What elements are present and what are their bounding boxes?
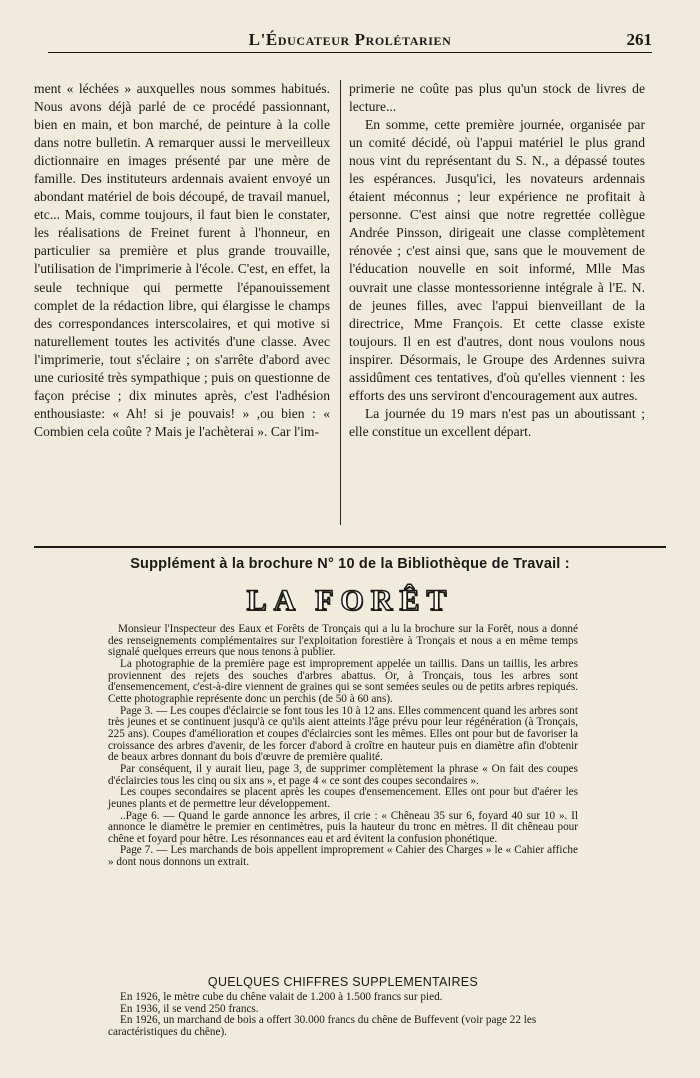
supplement-paragraph: Par conséquent, il y aurait lieu, page 3, de supprimer complètement la phrase « On fait des coupes d'éclaircies tous les cinq ou six ans », et page 4 « ce sont des coupes secondaires ». (108, 762, 578, 787)
supplement-body (108, 624, 578, 869)
supplement-paragraph: La photographie de la première page est improprement appelée un taillis. Dans un taillis, les arbres proviennent des rejets des souches d'arbres abattus. Or, à Tronçais, tous les arbres sont d'ensemencement, c'est-à-dire viennent de graines qui se sont semées seules ou de petits arbres repiqués. Cette photographie représente donc un perchis (de 50 à 60 ans). (108, 657, 578, 705)
page-number: 261 (626, 30, 652, 49)
two-column-article (34, 80, 660, 530)
column-divider (340, 80, 341, 525)
header-rule (48, 52, 652, 53)
supplement-title: LA FORÊT (246, 584, 454, 617)
running-header (48, 24, 652, 50)
figure-line: En 1926, un marchand de bois a offert 30.000 francs du chêne de Buffevent (voir page 22 les caractéristiques du chêne). (108, 1014, 537, 1039)
supplement-paragraph: ..Page 6. — Quand le garde annonce les arbres, il crie : « Chêneau 35 sur 6, foyard 40 sur 10 ». Il annonce le diamètre le premier en centimètres, puis la hauteur du tronc en mètres. Il dit chêneau pour chêne et foyard pour hêtre. Les résonnances eau et ard évitent la confusion phonétique. (108, 809, 578, 845)
figure-line: En 1936, il se vend 250 francs. (120, 1002, 259, 1015)
right-paragraph: La journée du 19 mars n'est pas un aboutissant ; elle constitue un excellent départ. (349, 405, 645, 439)
figures-heading: QUELQUES CHIFFRES SUPPLEMENTAIRES (207, 975, 479, 989)
journal-title: L'Éducateur Prolétarien (248, 30, 452, 49)
supplement-paragraph: Monsieur l'Inspecteur des Eaux et Forêts de Tronçais qui a lu la brochure sur la Forêt, nous a donné des renseignements complémentaires sur l'exploitation forestière à Tronçais et nous a en même temps signalé quelques erreurs que nous tenons à publier. (108, 623, 578, 659)
supplement-heading: Supplément à la brochure N° 10 de la Bibliothèque de Travail : (130, 556, 570, 572)
right-column (349, 80, 645, 530)
left-column (34, 80, 330, 530)
supplement-paragraph: Les coupes secondaires se placent après les coupes d'ensemencement. Elles ont pour but d'aérer les jeunes plants et de permettre leur développement. (108, 786, 578, 810)
left-paragraph: ment « léchées » auxquelles nous sommes habitués. Nous avons déjà parlé de ce procédé passionnant, bien en main, et bon marché, de peinture à la colle dans notre bulletin. A remarquer aussi le merveilleux dictionnaire en images présenté par une mère de famille. Des instituteurs ardennais avaient envoyé un abondant matériel de bois découpé, de travail manuel, etc... Mais, comme toujours, il faut bien le constater, les réalisations de Freinet furent à l'honneur, en particulier sa première et plus grande trouvaille, l'utilisation de l'imprimerie à l'école. C'est, en effet, la seule technique qui permette l'épanouissement complet de la rédaction libre, qui élargisse le champs des correspondances interscolaires, et qui motive si naturellement toutes les activités d'une classe. Avec l'imprimerie, tout s'éclaire ; on s'arrête d'abord avec une curiosité très sympathique ; puis on questionne de façon précise ; dix minutes après, c'est l'adhésion enthousiaste: « Ah! si je pouvais! » ,ou bien : « Combien cela coûte ? Mais je l'achèterai ». Car l'im- (34, 81, 330, 439)
right-paragraph: primerie ne coûte pas plus qu'un stock de livres de lecture... (349, 81, 645, 115)
right-paragraph: En somme, cette première journée, organisée par un comité décidé, où l'appui matériel le plus grand nous vint du représentant du S. N., a dépassé toutes les espérances. Jusqu'ici, les novateurs ardennais étaient méconnus ; leur expérience ne profitait à personne. C'est ainsi que notre regrettée collègue Andrée Pinsson, dirigeait une classe complètement rénovée ; c'est ainsi que, sans que le mouvement de l'éducation nouvelle en soit informé, Mlle Mas ouvrait une classe montessorienne intégrale à l'E. N. de jeunes filles, avec l'appui bienveillant de la directrice, Mme François. Et cette classe existe toujours. Il en est d'autres, dont nous voulons nous inspirer. Désormais, le Groupe des Ardennes suivra assidûment ces tentatives, d'où qu'elles viennent : les efforts des uns serviront d'encouragement aux autres. (349, 117, 645, 403)
supplement-paragraph: Page 3. — Les coupes d'éclaircie se font tous les 10 à 12 ans. Elles commencent quand les arbres sont très jeunes et se continuent jusqu'à ce qu'ils aient atteints l'âge prévu pour leur régénération (à Tronçais, 225 ans). Coupes d'amélioration et coupes d'éclaircies sont les mêmes. Elles ont pour but de favoriser la croissance des arbres d'avenir, de les forcer d'abord à croître en hauteur puis en diamètre afin d'obtenir de beaux arbres donnant du bois d'œuvre de première qualité. (108, 704, 578, 764)
supplement-paragraph: Page 7. — Les marchands de bois appellent improprement « Cahier des Charges » le « Cahier affiche » dont nous donnons un extrait. (108, 844, 578, 869)
figures-list (108, 992, 578, 1039)
section-divider (34, 546, 666, 548)
figure-line: En 1926, le mètre cube du chêne valait de 1.200 à 1.500 francs sur pied. (120, 991, 443, 1003)
